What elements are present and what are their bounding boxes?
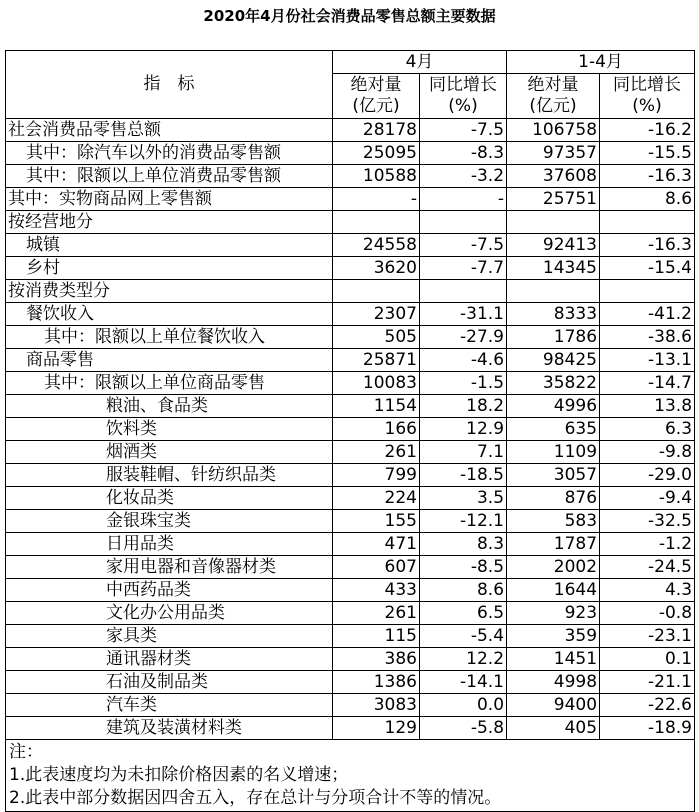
table-row [6, 211, 695, 234]
jan-apr-absolute-value: 98425 [507, 349, 600, 372]
row-label: 汽车类 [6, 694, 333, 717]
table-row [6, 418, 695, 441]
row-label: 通讯器材类 [6, 648, 333, 671]
april-yoy-growth: -5.8 [420, 717, 507, 740]
april-absolute-value: 3083 [333, 694, 420, 717]
table-row [6, 165, 695, 188]
jan-apr-yoy-growth: 4.3 [600, 579, 695, 602]
april-yoy-growth: 3.5 [420, 487, 507, 510]
row-label: 建筑及装潢材料类 [6, 717, 333, 740]
table-row [6, 671, 695, 694]
jan-apr-yoy-growth: -16.2 [600, 119, 695, 142]
row-label: 服装鞋帽、针纺织品类 [6, 464, 333, 487]
table-row [6, 464, 695, 487]
april-yoy-growth: 18.2 [420, 395, 507, 418]
jan-apr-yoy-growth: -38.6 [600, 326, 695, 349]
jan-apr-abs-header: 绝对量 (亿元) [507, 74, 600, 119]
april-absolute-value [333, 211, 420, 234]
jan-apr-absolute-value: 37608 [507, 165, 600, 188]
jan-apr-absolute-value: 635 [507, 418, 600, 441]
april-yoy-growth: 8.6 [420, 579, 507, 602]
april-absolute-value: 261 [333, 441, 420, 464]
april-absolute-value: 607 [333, 556, 420, 579]
jan-apr-absolute-value: 1786 [507, 326, 600, 349]
april-yoy-growth: -7.7 [420, 257, 507, 280]
april-absolute-value: 10588 [333, 165, 420, 188]
row-label: 烟酒类 [6, 441, 333, 464]
april-absolute-value: 386 [333, 648, 420, 671]
april-absolute-value: 471 [333, 533, 420, 556]
jan-apr-absolute-value: 14345 [507, 257, 600, 280]
jan-apr-yoy-growth: -18.9 [600, 717, 695, 740]
jan-apr-yoy-growth: -9.4 [600, 487, 695, 510]
page-title: 2020年4月份社会消费品零售总额主要数据 [203, 7, 496, 25]
row-label: 家用电器和音像器材类 [6, 556, 333, 579]
row-label: 中西药品类 [6, 579, 333, 602]
april-absolute-value: 224 [333, 487, 420, 510]
jan-apr-yoy-growth: -13.1 [600, 349, 695, 372]
april-yoy-growth: -8.5 [420, 556, 507, 579]
april-abs-header: 绝对量 (亿元) [333, 74, 420, 119]
april-yoy-header: 同比增长 (%) [420, 74, 507, 119]
table-row [6, 579, 695, 602]
jan-apr-yoy-growth: -0.8 [600, 602, 695, 625]
table-row [6, 188, 695, 211]
jan-apr-absolute-value: 92413 [507, 234, 600, 257]
jan-apr-yoy-growth [600, 280, 695, 303]
row-label: 文化办公用品类 [6, 602, 333, 625]
jan-apr-yoy-growth: 0.1 [600, 648, 695, 671]
jan-apr-header: 1-4月 [507, 51, 695, 74]
table-row [6, 142, 695, 165]
jan-apr-absolute-value: 3057 [507, 464, 600, 487]
april-absolute-value: 166 [333, 418, 420, 441]
table-row [6, 349, 695, 372]
table-row [6, 280, 695, 303]
row-label: 按消费类型分 [6, 280, 333, 303]
april-yoy-growth: -14.1 [420, 671, 507, 694]
jan-apr-yoy-growth: -15.5 [600, 142, 695, 165]
april-absolute-value: 433 [333, 579, 420, 602]
jan-apr-absolute-value: 106758 [507, 119, 600, 142]
april-absolute-value: 155 [333, 510, 420, 533]
april-absolute-value: 261 [333, 602, 420, 625]
april-absolute-value: 1154 [333, 395, 420, 418]
table-row [6, 372, 695, 395]
april-absolute-value: 10083 [333, 372, 420, 395]
jan-apr-yoy-growth: -1.2 [600, 533, 695, 556]
jan-apr-absolute-value: 359 [507, 625, 600, 648]
jan-apr-yoy-growth: -15.4 [600, 257, 695, 280]
april-yoy-growth: -4.6 [420, 349, 507, 372]
jan-apr-absolute-value: 1451 [507, 648, 600, 671]
april-absolute-value: 25871 [333, 349, 420, 372]
table-row [6, 510, 695, 533]
april-absolute-value: 2307 [333, 303, 420, 326]
april-yoy-growth: 0.0 [420, 694, 507, 717]
april-yoy-growth: 8.3 [420, 533, 507, 556]
row-label: 石油及制品类 [6, 671, 333, 694]
jan-apr-absolute-value: 8333 [507, 303, 600, 326]
table-row [6, 303, 695, 326]
table-row [6, 648, 695, 671]
table-row [6, 119, 695, 142]
table-row [6, 717, 695, 740]
april-yoy-growth: 12.9 [420, 418, 507, 441]
jan-apr-yoy-growth: -24.5 [600, 556, 695, 579]
jan-apr-absolute-value: 97357 [507, 142, 600, 165]
table-row [6, 694, 695, 717]
table-row [6, 326, 695, 349]
april-yoy-growth: 6.5 [420, 602, 507, 625]
row-label: 家具类 [6, 625, 333, 648]
jan-apr-absolute-value: 405 [507, 717, 600, 740]
row-label: 按经营地分 [6, 211, 333, 234]
table-row [6, 556, 695, 579]
jan-apr-yoy-growth: 6.3 [600, 418, 695, 441]
april-header: 4月 [333, 51, 507, 74]
table-row [6, 395, 695, 418]
row-label: 金银珠宝类 [6, 510, 333, 533]
table-row [6, 441, 695, 464]
jan-apr-absolute-value [507, 211, 600, 234]
april-yoy-growth: -7.5 [420, 234, 507, 257]
april-yoy-growth: -27.9 [420, 326, 507, 349]
row-label: 其中：限额以上单位消费品零售额 [6, 165, 333, 188]
retail-sales-table [5, 50, 695, 812]
note-item-1: 1.此表速度均为未扣除价格因素的名义增速； [9, 765, 349, 785]
jan-apr-yoy-growth: -29.0 [600, 464, 695, 487]
row-label: 化妆品类 [6, 487, 333, 510]
jan-apr-yoy-growth: -22.6 [600, 694, 695, 717]
april-yoy-growth [420, 280, 507, 303]
april-yoy-growth: 12.2 [420, 648, 507, 671]
jan-apr-yoy-growth: -16.3 [600, 234, 695, 257]
jan-apr-yoy-growth: 8.6 [600, 188, 695, 211]
note-heading: 注： [9, 742, 43, 762]
row-label: 日用品类 [6, 533, 333, 556]
april-yoy-growth: -8.3 [420, 142, 507, 165]
row-label: 其中：除汽车以外的消费品零售额 [6, 142, 333, 165]
april-absolute-value: 799 [333, 464, 420, 487]
april-absolute-value: - [333, 188, 420, 211]
jan-apr-yoy-header: 同比增长 (%) [600, 74, 695, 119]
jan-apr-absolute-value: 25751 [507, 188, 600, 211]
jan-apr-yoy-growth: -21.1 [600, 671, 695, 694]
notes-cell [6, 740, 695, 812]
row-label: 餐饮收入 [6, 303, 333, 326]
row-label: 其中：限额以上单位商品零售 [6, 372, 333, 395]
jan-apr-absolute-value: 35822 [507, 372, 600, 395]
jan-apr-yoy-growth: -9.8 [600, 441, 695, 464]
april-absolute-value: 1386 [333, 671, 420, 694]
jan-apr-absolute-value [507, 280, 600, 303]
row-label: 商品零售 [6, 349, 333, 372]
table-row [6, 533, 695, 556]
jan-apr-absolute-value: 9400 [507, 694, 600, 717]
april-absolute-value: 3620 [333, 257, 420, 280]
jan-apr-absolute-value: 923 [507, 602, 600, 625]
table-row [6, 257, 695, 280]
jan-apr-absolute-value: 1109 [507, 441, 600, 464]
table-row [6, 625, 695, 648]
header-row-periods [6, 51, 695, 74]
jan-apr-yoy-growth: -41.2 [600, 303, 695, 326]
april-yoy-growth [420, 211, 507, 234]
table-row [6, 487, 695, 510]
jan-apr-yoy-growth: -23.1 [600, 625, 695, 648]
april-absolute-value: 115 [333, 625, 420, 648]
april-absolute-value: 505 [333, 326, 420, 349]
row-label: 城镇 [6, 234, 333, 257]
jan-apr-absolute-value: 1644 [507, 579, 600, 602]
jan-apr-absolute-value: 4996 [507, 395, 600, 418]
april-yoy-growth: -12.1 [420, 510, 507, 533]
jan-apr-yoy-growth [600, 211, 695, 234]
april-yoy-growth: -1.5 [420, 372, 507, 395]
note-item-2: 2.此表中部分数据因四舍五入，存在总计与分项合计不等的情况。 [9, 788, 502, 808]
indicator-header: 指 标 [6, 51, 333, 119]
jan-apr-yoy-growth: 13.8 [600, 395, 695, 418]
jan-apr-absolute-value: 4998 [507, 671, 600, 694]
jan-apr-absolute-value: 876 [507, 487, 600, 510]
jan-apr-absolute-value: 583 [507, 510, 600, 533]
row-label: 粮油、食品类 [6, 395, 333, 418]
april-yoy-growth: -3.2 [420, 165, 507, 188]
table-row [6, 602, 695, 625]
april-yoy-growth: - [420, 188, 507, 211]
row-label: 其中：实物商品网上零售额 [6, 188, 333, 211]
table-row [6, 234, 695, 257]
jan-apr-yoy-growth: -16.3 [600, 165, 695, 188]
jan-apr-absolute-value: 2002 [507, 556, 600, 579]
april-yoy-growth: -18.5 [420, 464, 507, 487]
april-yoy-growth: -31.1 [420, 303, 507, 326]
april-yoy-growth: -7.5 [420, 119, 507, 142]
april-absolute-value [333, 280, 420, 303]
row-label: 其中：限额以上单位餐饮收入 [6, 326, 333, 349]
april-absolute-value: 24558 [333, 234, 420, 257]
april-absolute-value: 25095 [333, 142, 420, 165]
jan-apr-yoy-growth: -14.7 [600, 372, 695, 395]
row-label: 社会消费品零售总额 [6, 119, 333, 142]
april-yoy-growth: -5.4 [420, 625, 507, 648]
table-body [6, 119, 695, 740]
april-yoy-growth: 7.1 [420, 441, 507, 464]
april-absolute-value: 129 [333, 717, 420, 740]
notes-row [6, 740, 695, 812]
jan-apr-yoy-growth: -32.5 [600, 510, 695, 533]
row-label: 乡村 [6, 257, 333, 280]
april-absolute-value: 28178 [333, 119, 420, 142]
row-label: 饮料类 [6, 418, 333, 441]
jan-apr-absolute-value: 1787 [507, 533, 600, 556]
